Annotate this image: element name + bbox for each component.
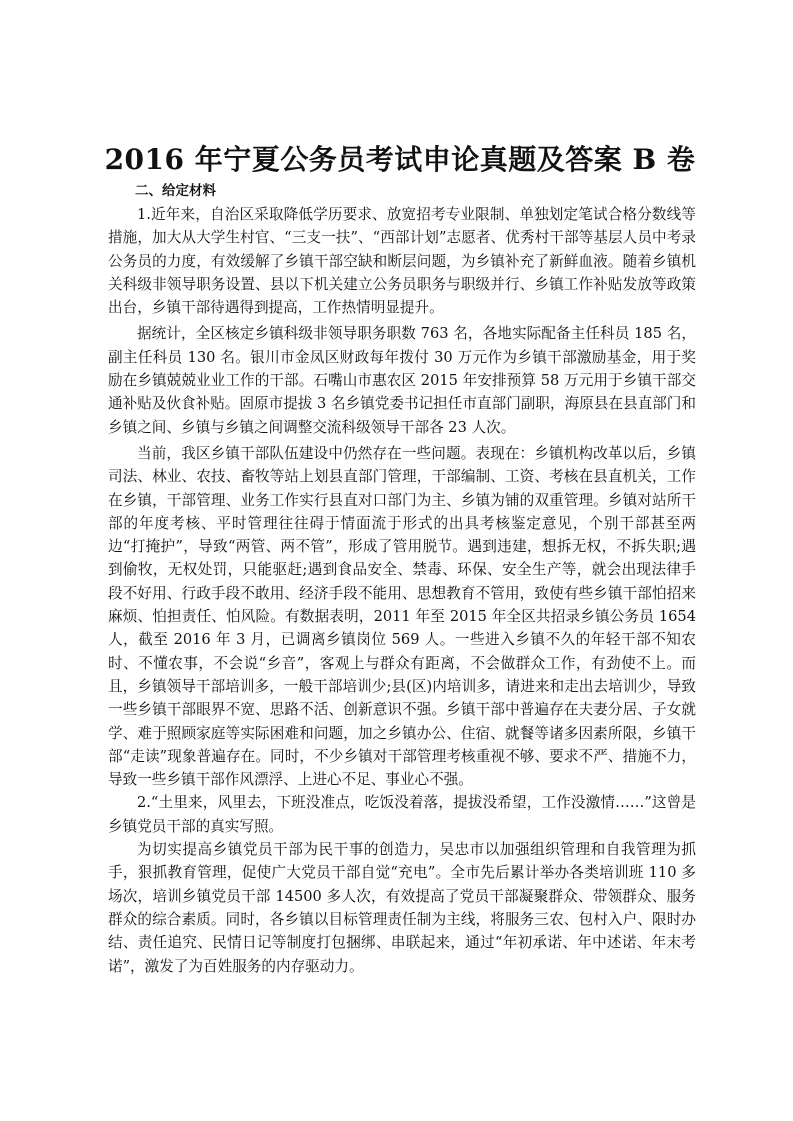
document-page xyxy=(104,140,696,978)
paragraph-5: 为切实提高乡镇党员干部为民干事的创造力，吴忠市以加强组织管理和自我管理为抓手，狠抓教育管理，促使广大党员干部自觉“充电”。全市先后累计举办各类培训班 110 多场次，培训乡镇党员干部 14500 多人次，有效提高了党员干部凝聚群众、带领群众、服务群众的综合素质。同时，各乡镇以目标管理责任制为主线，将服务三农、包村入户、限时办结、责任追究、民情日记等制度打包捆绑、串联起来，通过“年初承诺、年中述诺、年末考诺”，激发了为百姓服务的内存驱动力。 xyxy=(108,841,696,975)
paragraph-1: 1.近年来，自治区采取降低学历要求、放宽招考专业限制、单独划定笔试合格分数线等措施，加大从大学生村官、“三支一扶”、“西部计划”志愿者、优秀村干部等基层人员中考录公务员的力度，有效缓解了乡镇干部空缺和断层问题，为乡镇补充了新鲜血液。随着乡镇机关科级非领导职务设置、县以下机关建立公务员职务与职级并行、乡镇工作补贴发放等政策出台，乡镇干部待遇得到提高，工作热情明显提升。 xyxy=(108,206,696,317)
paragraph-3: 当前，我区乡镇干部队伍建设中仍然存在一些问题。表现在：乡镇机构改革以后，乡镇司法、林业、农技、畜牧等站上划县直部门管理，干部编制、工资、考核在县直机关，工作在乡镇，干部管理、业务工作实行县直对口部门为主、乡镇为铺的双重管理。乡镇对站所干部的年度考核、平时管理往往碍于情面流于形式的出具考核鉴定意见，个别干部甚至两边“打掩护”，导致“两管、两不管”，形成了管用脱节。遇到违建，想拆无权，不拆失职;遇到偷牧，无权处罚，只能驱赶;遇到食品安全、禁毒、环保、安全生产等，就会出现法律手段不好用、行政手段不敢用、经济手段不能用、思想教育不管用，致使有些乡镇干部怕招来麻烦、怕担责任、怕风险。有数据表明，2011 年至 2015 年全区共招录乡镇公务员 1654 人，截至 2016 年 3 月，已调离乡镇岗位 569 人。一些进入乡镇不久的年轻干部不知农时、不懂农事，不会说“乡音”，客观上与群众有距离，不会做群众工作，有劲使不上。而且，乡镇领导干部培训多，一般干部培训少;县(区)内培训多，请进来和走出去培训少，导致一些乡镇干部眼界不宽、思路不活、创新意识不强。乡镇干部中普遍存在夫妻分居、子女就学、难于照顾家庭等实际困难和问题，加之乡镇办公、住宿、就餐等诸多因素所限，乡镇干部“走读”现象普遍存在。同时，不少乡镇对干部管理考核重视不够、要求不严、措施不力，导致一些乡镇干部作风漂浮、上进心不足、事业心不强。 xyxy=(108,444,696,789)
paragraph-2: 据统计，全区核定乡镇科级非领导职务职数 763 名，各地实际配备主任科员 185 名，副主任科员 130 名。银川市金凤区财政每年拨付 30 万元作为乡镇干部激励基金，用于奖励在乡镇兢兢业业工作的干部。石嘴山市惠农区 2015 年安排预算 58 万元用于乡镇干部交通补贴及伙食补贴。固原市提拔 3 名乡镇党委书记担任市直部门副职，海原县在县直部门和乡镇之间、乡镇与乡镇之间调整交流科级领导干部各 23 人次。 xyxy=(108,325,696,436)
section-heading: 二、给定材料 xyxy=(135,183,216,199)
document-title: 2016 年宁夏公务员考试申论真题及答案 B 卷 xyxy=(104,143,696,176)
paragraph-4: 2.“土里来，风里去，下班没准点，吃饭没着落，提拔没希望，工作没激情……”这曾是乡镇党员干部的真实写照。 xyxy=(108,794,696,835)
